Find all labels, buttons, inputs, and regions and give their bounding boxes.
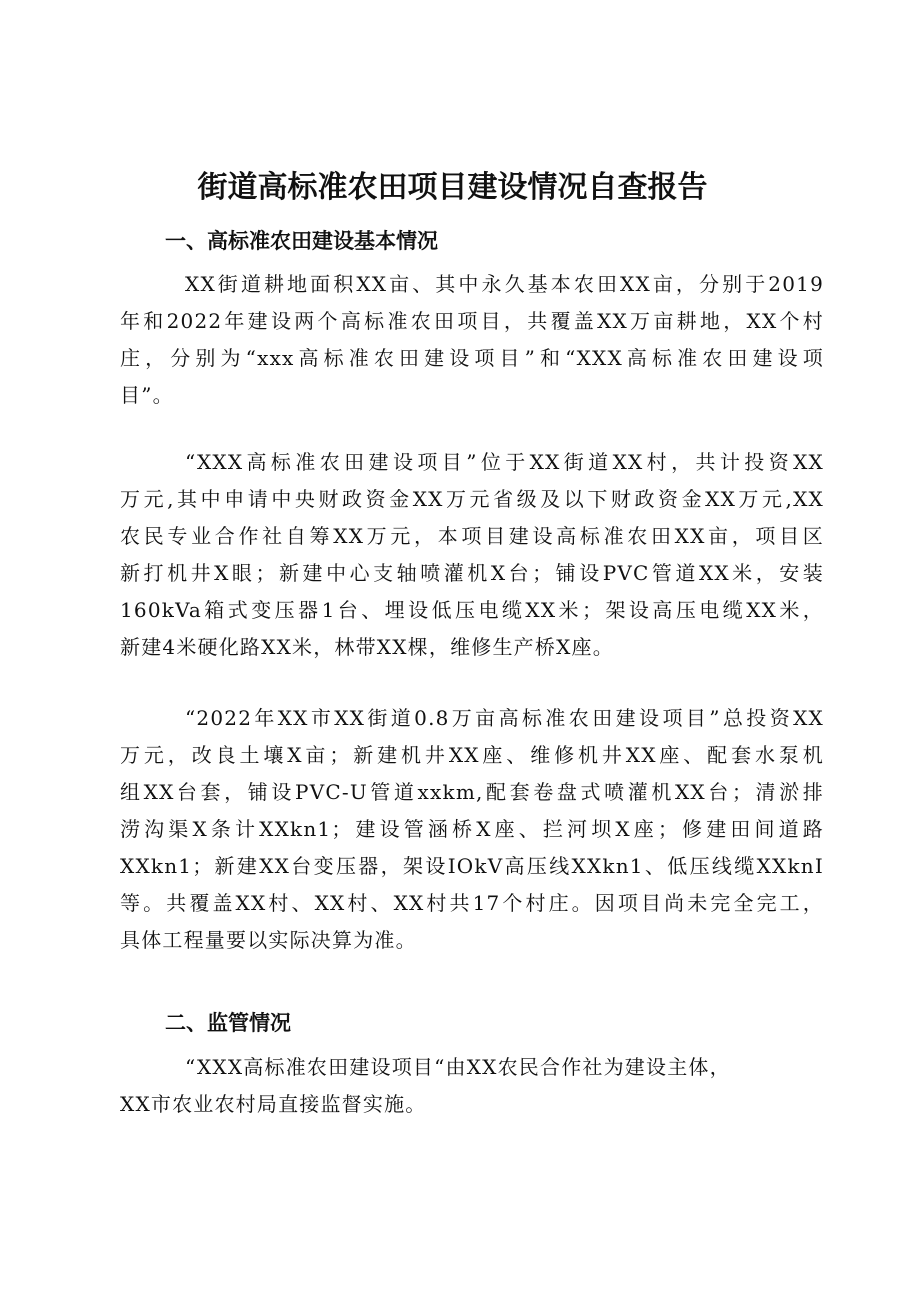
paragraph-line: XX街道耕地面积XX亩、其中永久基本农田XX亩，分别于2019 <box>185 272 824 296</box>
paragraph-line: 组XX台套，铺设PVC-U管道xxkm,配套卷盘式喷灌机XX台；清淤排 <box>120 780 824 804</box>
paragraph-supervision <box>120 1049 824 1123</box>
section-heading-basic-info: 一、高标准农田建设基本情况 <box>165 229 438 253</box>
section-heading-supervision: 二、监管情况 <box>165 1011 291 1035</box>
paragraph-project-two <box>120 700 824 959</box>
paragraph-line: XXkn1；新建XX台变压器，架设IOkV高压线XXkn1、低压线缆XXknI <box>120 854 824 878</box>
paragraph-line: XX市农业农村局直接监督实施。 <box>120 1092 427 1116</box>
paragraph-line: 160kVa箱式变压器1台、埋设低压电缆XX米；架设高压电缆XX米， <box>120 598 824 622</box>
paragraph-line: 新建4米硬化路XX米，林带XX棵，维修生产桥X座。 <box>120 635 614 659</box>
paragraph-line: “XXX高标准农田建设项目“由XX农民合作社为建设主体， <box>185 1055 731 1079</box>
paragraph-line: “2022年XX市XX街道0.8万亩高标准农田建设项目”总投资XX <box>185 706 824 730</box>
paragraph-line: 农民专业合作社自筹XX万元，本项目建设高标准农田XX亩，项目区 <box>120 524 824 548</box>
paragraph-line: 万元,其中申请中央财政资金XX万元省级及以下财政资金XX万元,XX <box>120 487 824 511</box>
paragraph-line: 年和2022年建设两个高标准农田项目，共覆盖XX万亩耕地，XX个村 <box>120 309 824 333</box>
paragraph-line: 等。共覆盖XX村、XX村、XX村共17个村庄。因项目尚未完全完工， <box>120 891 824 915</box>
paragraph-line: 涝沟渠X条计XXkn1；建设管涵桥X座、拦河坝X座；修建田间道路 <box>120 817 824 841</box>
paragraph-line: 目”。 <box>120 383 174 407</box>
paragraph-line: 万元，改良土壤X亩；新建机井XX座、维修机井XX座、配套水泵机 <box>120 743 824 767</box>
paragraph-project-one <box>120 444 824 666</box>
document-title: 街道高标准农田项目建设情况自查报告 <box>197 170 708 205</box>
paragraph-line: “XXX高标准农田建设项目”位于XX街道XX村，共计投资XX <box>185 450 824 474</box>
paragraph-line: 具体工程量要以实际决算为准。 <box>120 928 417 952</box>
paragraph-overview <box>120 266 824 414</box>
paragraph-line: 庄，分别为“xxx高标准农田建设项目”和“XXX高标准农田建设项 <box>120 346 824 370</box>
paragraph-line: 新打机井X眼；新建中心支轴喷灌机X台；铺设PVC管道XX米，安装 <box>120 561 824 585</box>
